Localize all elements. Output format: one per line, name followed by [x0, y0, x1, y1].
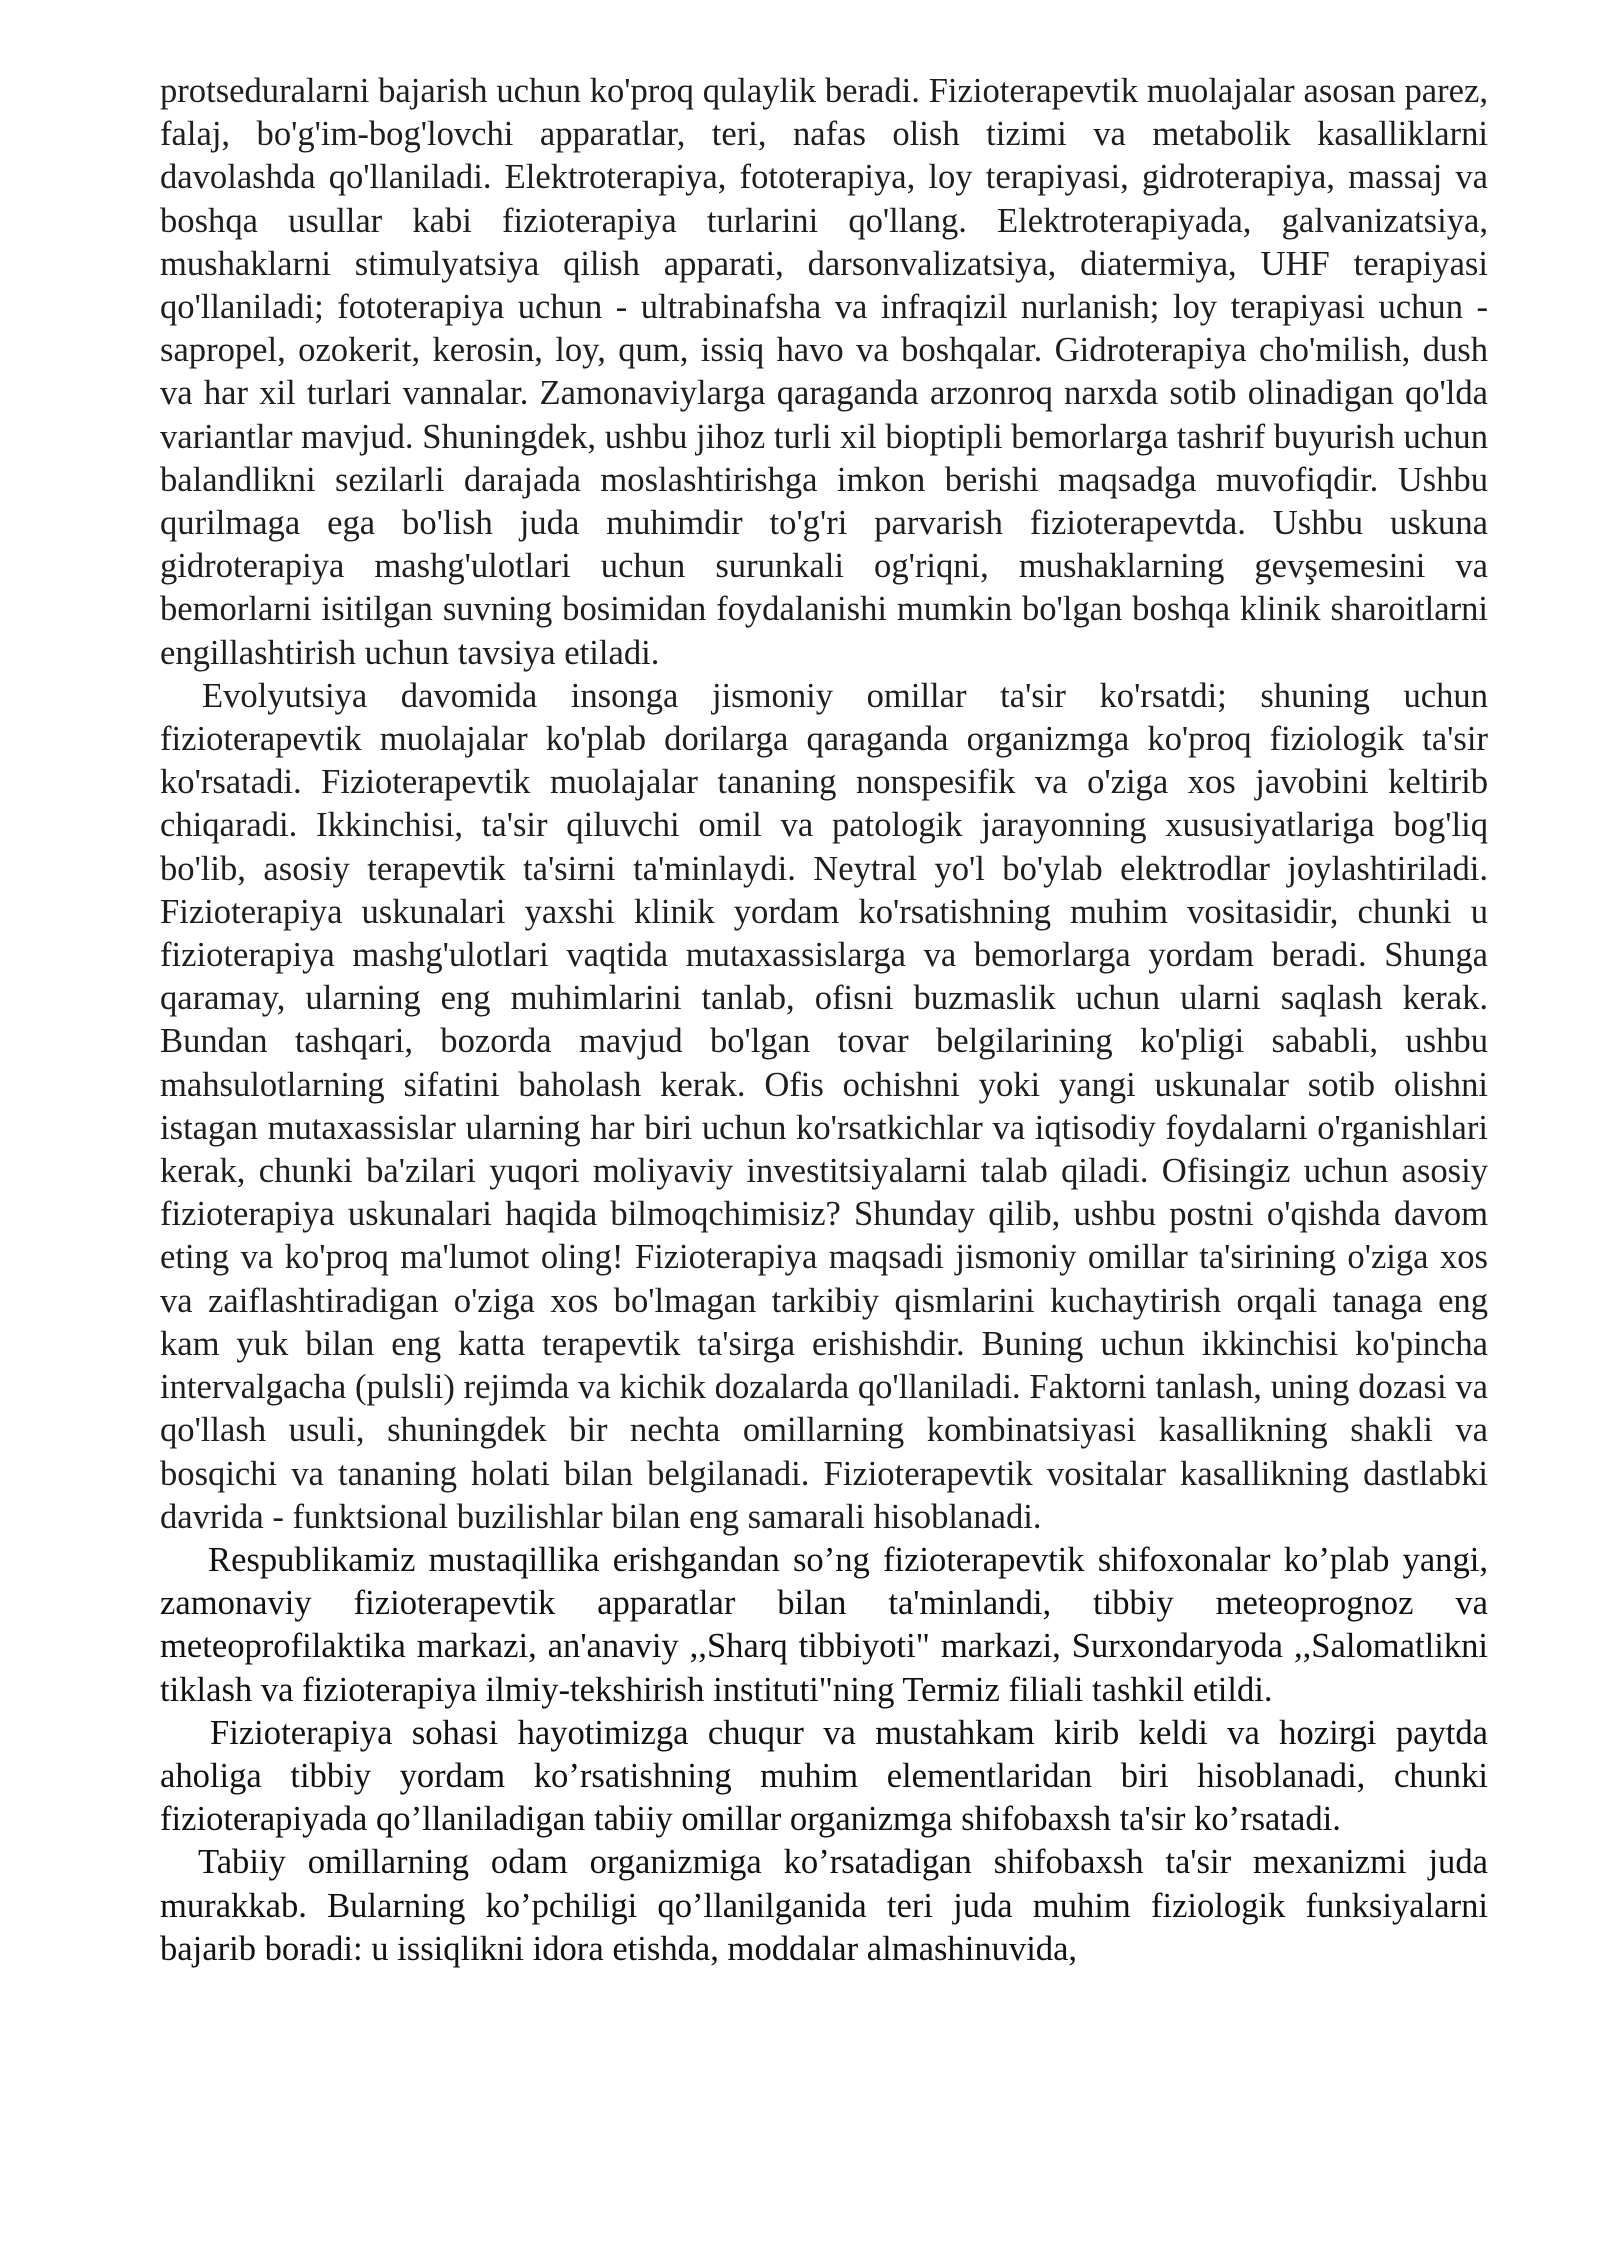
paragraph-1: protseduralarni bajarish uchun ko'proq qulaylik beradi. Fizioterapevtik muolajalar asosan parez, falaj, bo'g'im-bog'lovchi apparatlar, teri, nafas olish tizimi va metabolik kasalliklarni davolashda qo'llaniladi. Elektroterapiya, fototerapiya, loy terapiyasi, gidroterapiya, massaj va boshqa usullar kabi fizioterapiya turlarini qo'llang. Elektroterapiyada, galvanizatsiya, mushaklarni stimulyatsiya qilish apparati, darsonvalizatsiya, diatermiya, UHF terapiyasi qo'llaniladi; fototerapiya uchun - ultrabinafsha va infraqizil nurlanish; loy terapiyasi uchun - sapropel, ozokerit, kerosin, loy, qum, issiq havo va boshqalar. Gidroterapiya cho'milish, dush va har xil turlari vannalar. Zamonaviylarga qaraganda arzonroq narxda sotib olinadigan qo'lda variantlar mavjud. Shuningdek, ushbu jihoz turli xil bioptipli bemorlarga tashrif buyurish uchun balandlikni sezilarli darajada moslashtirishga imkon berishi maqsadga muvofiqdir. Ushbu qurilmaga ega bo'lish juda muhimdir to'g'ri parvarish fizioterapevtda. Ushbu uskuna gidroterapiya mashg'ulotlari uchun surunkali og'riqni, mushaklarning gevşemesini va bemorlarni isitilgan suvning bosimidan foydalanishi mumkin bo'lgan boshqa klinik sharoitlarni engillashtirish uchun tavsiya etiladi. [160, 72, 1488, 672]
paragraph-4: Fizioterapiya sohasi hayotimizga chuqur va mustahkam kirib keldi va hozirgi paytda aholiga tibbiy yordam ko’rsatishning muhim elementlaridan biri hisoblanadi, chunki fizioterapiyada qo’llaniladigan tabiiy omillar organizmga shifobaxsh ta'sir ko’rsatadi. [160, 1713, 1488, 1839]
document-page [160, 70, 1488, 1971]
paragraph-2: Evolyutsiya davomida insonga jismoniy omillar ta'sir ko'rsatdi; shuning uchun fizioterapevtik muolajalar ko'plab dorilarga qaraganda organizmga ko'proq fiziologik ta'sir ko'rsatadi. Fizioterapevtik muolajalar tananing nonspesifik va o'ziga xos javobini keltirib chiqaradi. Ikkinchisi, ta'sir qiluvchi omil va patologik jarayonning xususiyatlariga bog'liq bo'lib, asosiy terapevtik ta'sirni ta'minlaydi. Neytral yo'l bo'ylab elektrodlar joylashtiriladi. Fizioterapiya uskunalari yaxshi klinik yordam ko'rsatishning muhim vositasidir, chunki u fizioterapiya mashg'ulotlari vaqtida mutaxassislarga va bemorlarga yordam beradi. Shunga qaramay, ularning eng muhimlarini tanlab, ofisni buzmaslik uchun ularni saqlash kerak. Bundan tashqari, bozorda mavjud bo'lgan tovar belgilarining ko'pligi sababli, ushbu mahsulotlarning sifatini baholash kerak. Ofis ochishni yoki yangi uskunalar sotib olishni istagan mutaxassislar ularning har biri uchun ko'rsatkichlar va iqtisodiy foydalarni o'rganishlari kerak, chunki ba'zilari yuqori moliyaviy investitsiyalarni talab qiladi. Ofisingiz uchun asosiy fizioterapiya uskunalari haqida bilmoqchimisiz? Shunday qilib, ushbu postni o'qishda davom eting va ko'proq ma'lumot oling! Fizioterapiya maqsadi jismoniy omillar ta'sirining o'ziga xos va zaiflashtiradigan o'ziga xos bo'lmagan tarkibiy qismlarini kuchaytirish orqali tanaga eng kam yuk bilan eng katta terapevtik ta'sirga erishishdir. Buning uchun ikkinchisi ko'pincha intervalgacha (pulsli) rejimda va kichik dozalarda qo'llaniladi. Faktorni tanlash, uning dozasi va qo'llash usuli, shuningdek bir nechta omillarning kombinatsiyasi kasallikning shakli va bosqichi va tananing holati bilan belgilanadi. Fizioterapevtik vositalar kasallikning dastlabki davrida - funktsional buzilishlar bilan eng samarali hisoblanadi. [160, 676, 1488, 1536]
paragraph-5: Tabiiy omillarning odam organizmiga ko’rsatadigan shifobaxsh ta'sir mexanizmi juda murakkab. Bularning ko’pchiligi qo’llanilganida teri juda muhim fiziologik funksiyalarni bajarib boradi: u issiqlikni idora etishda, moddalar almashinuvida, [160, 1843, 1488, 1968]
paragraph-3: Respublikamiz mustaqillika erishgandan so’ng fizioterapevtik shifoxonalar ko’plab yangi, zamonaviy fizioterapevtik apparatlar bilan ta'minlandi, tibbiy meteoprognoz va meteoprofilaktika markazi, an'anaviy ,,Sharq tibbiyoti" markazi, Surxondaryoda ,,Salomatlikni tiklash va fizioterapiya ilmiy-tekshirish instituti"ning Termiz filiali tashkil etildi. [160, 1540, 1488, 1709]
